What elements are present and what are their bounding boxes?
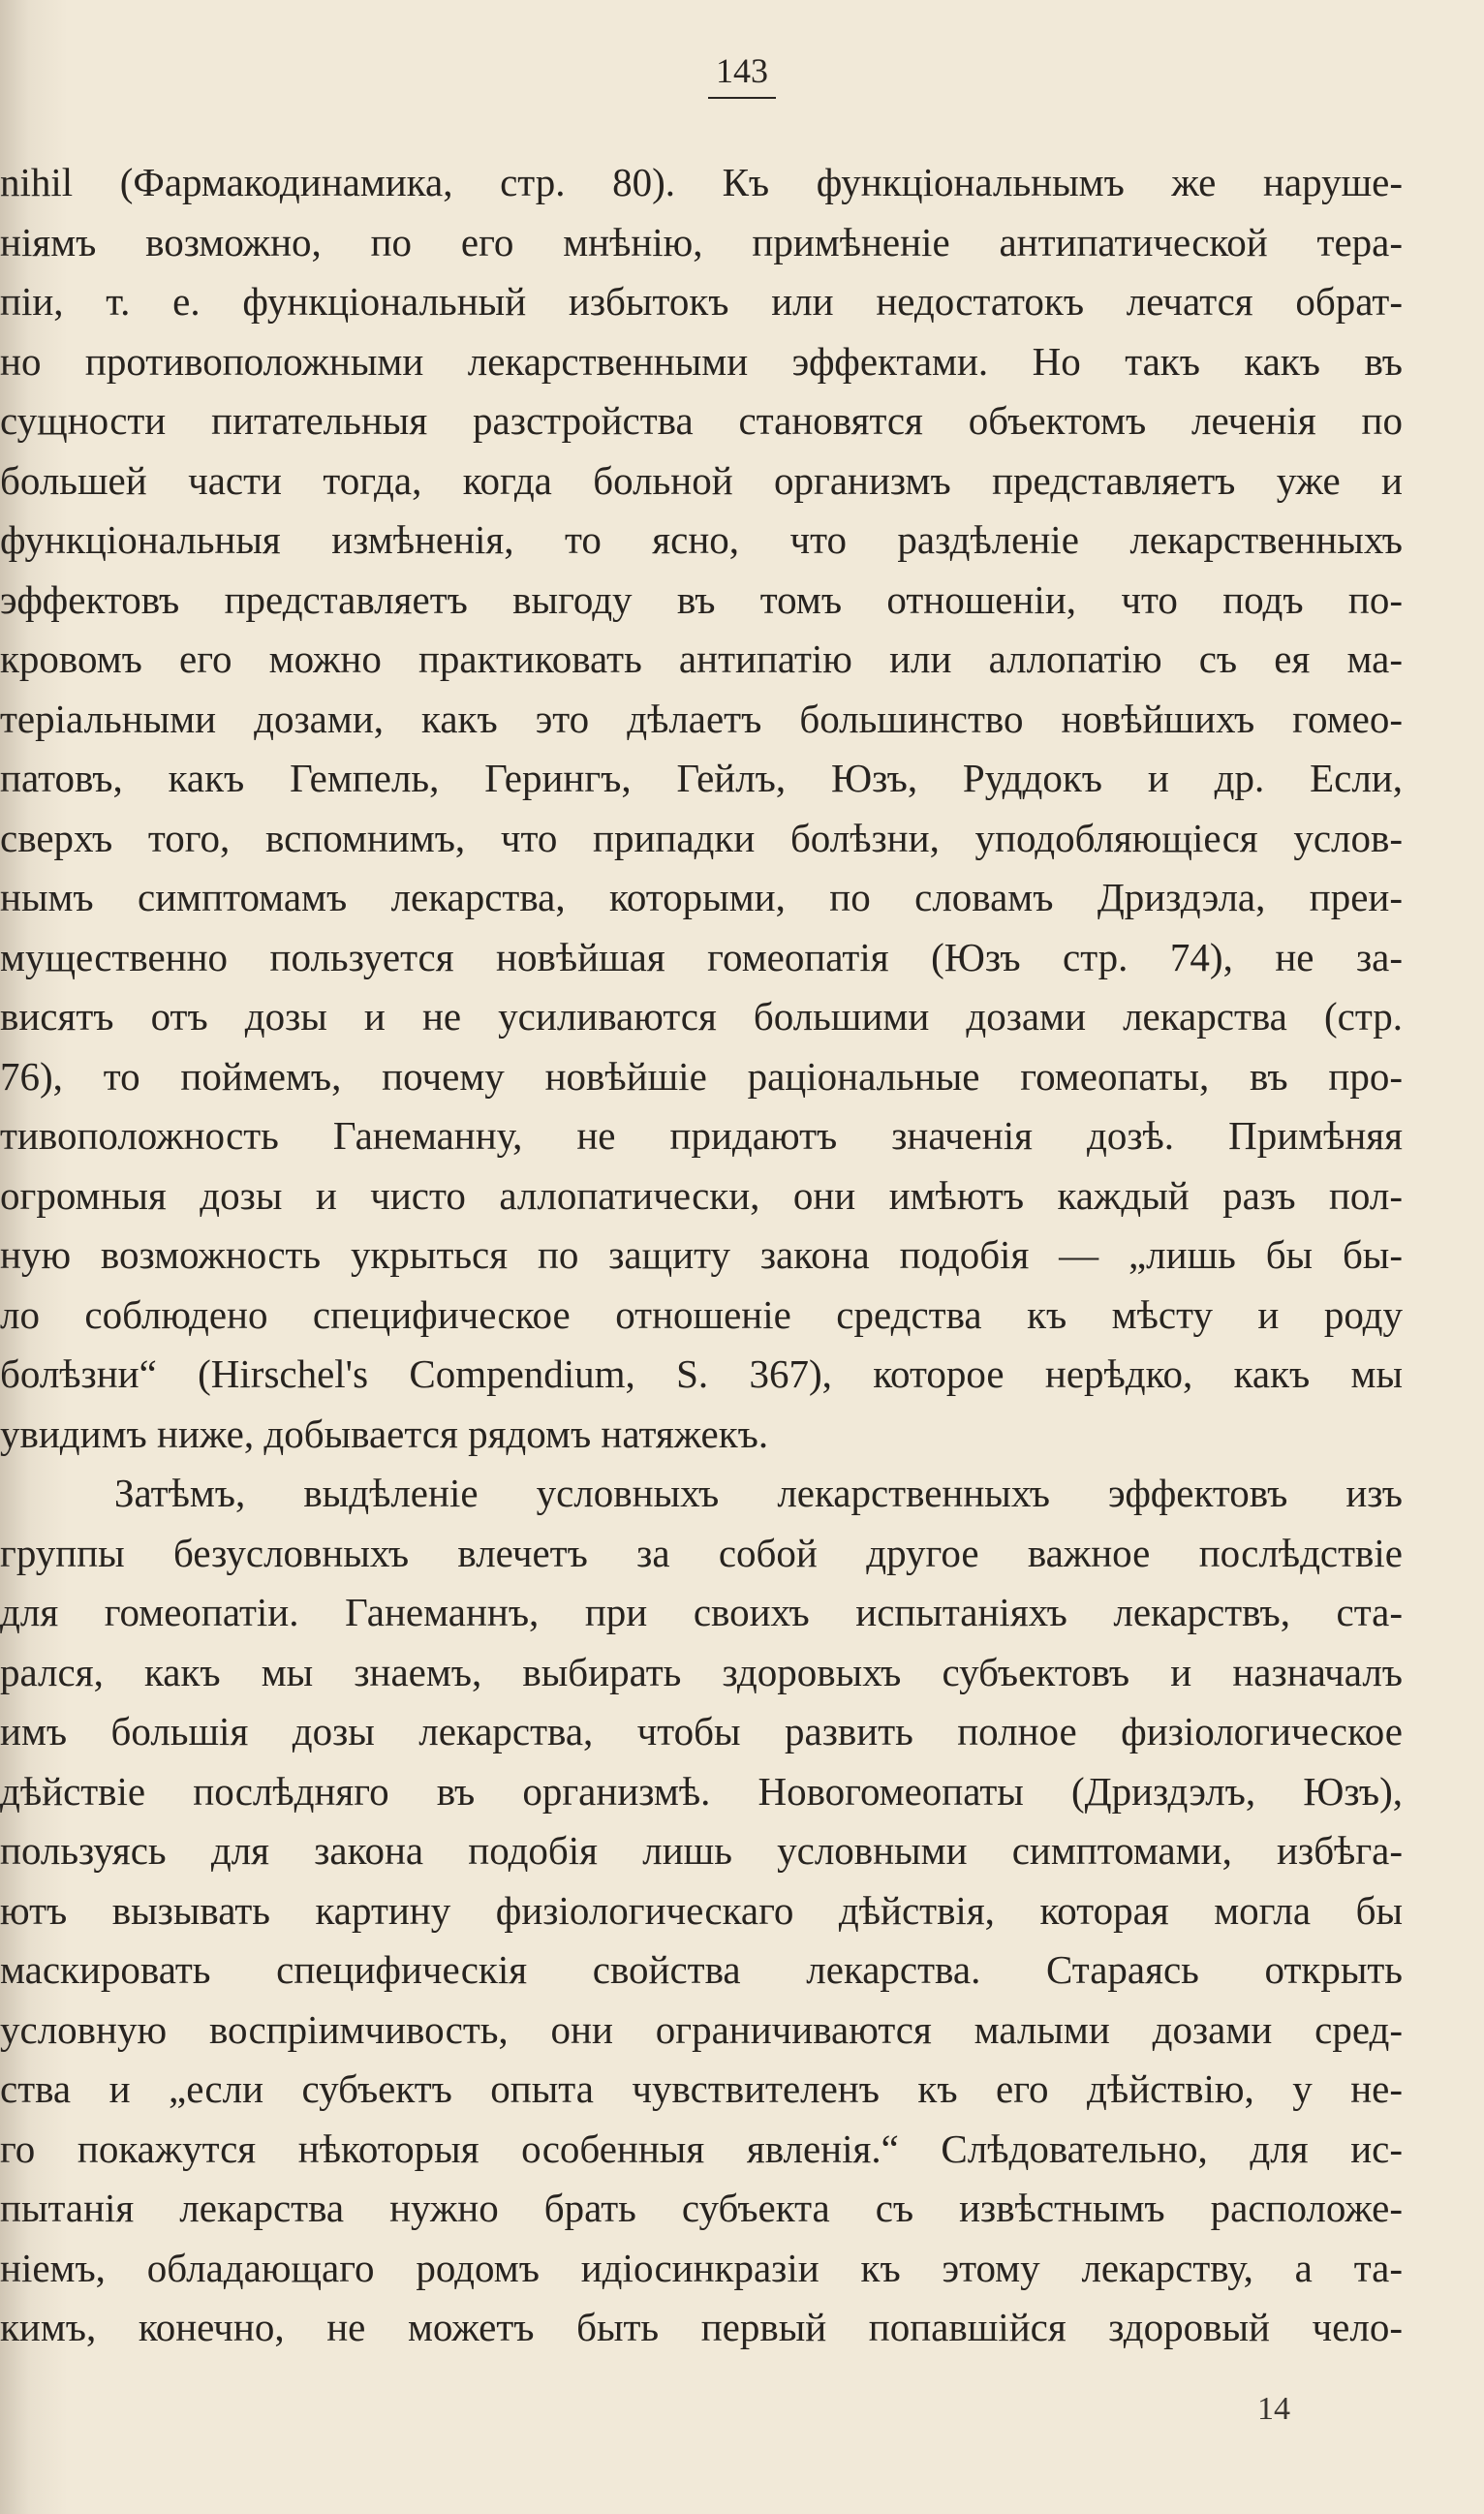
text-line: сущности питательныя разстройства становятся объектомъ леченія по — [0, 398, 1403, 443]
text-line: кровомъ его можно практиковать антипатію или аллопатію съ ея ма- — [0, 636, 1403, 681]
text-line: нымъ симптомамъ лекарства, которыми, по словамъ Дриздэла, преи- — [0, 875, 1403, 919]
text-line: но противоположными лекарственными эффектами. Но такъ какъ въ — [0, 338, 1403, 384]
text-line: пользуясь для закона подобія лишь условными симптомами, избѣга- — [0, 1828, 1403, 1873]
text-line: условную воспріимчивость, они ограничиваются малыми дозами сред- — [0, 2006, 1403, 2052]
text-line: огромныя дозы и чисто аллопатически, они имѣютъ каждый разъ пол- — [0, 1172, 1403, 1218]
page-number: 143 — [0, 50, 1484, 99]
text-line: ства и „если субъектъ опыта чувствителенъ къ его дѣйствію, у не- — [0, 2066, 1403, 2111]
text-line: висятъ отъ дозы и не усиливаются большими дозами лекарства (стр. — [0, 994, 1403, 1039]
text-line: ютъ вызывать картину физіологическаго дѣйствія, которая могла бы — [0, 1887, 1403, 1933]
text-line: эффектовъ представляетъ выгоду въ томъ отношеніи, что подъ по- — [0, 576, 1403, 622]
text-line: болѣзни“ (Hirschel's Compendium, S. 367), которое нерѣдко, какъ мы — [0, 1351, 1403, 1396]
text-line: группы безусловныхъ влечетъ за собой другое важное послѣдствіе — [0, 1530, 1403, 1575]
text-line: маскировать специфическія свойства лекарства. Стараясь открыть — [0, 1947, 1403, 1992]
text-line: го покажутся нѣкоторыя особенныя явленія.“ Слѣдовательно, для ис- — [0, 2126, 1403, 2171]
signature-mark: 14 — [1257, 2391, 1290, 2427]
text-line: тивоположность Ганеманну, не придаютъ значенія дозѣ. Примѣняя — [0, 1113, 1403, 1158]
text-line: 76), то поймемъ, почему новѣйшіе раціональные гомеопаты, въ про- — [0, 1053, 1403, 1099]
text-line: ніемъ, обладающаго родомъ идіосинкразіи къ этому лекарству, а та- — [0, 2245, 1403, 2290]
text-line: кимъ, конечно, не можетъ быть первый попавшійся здоровый чело- — [0, 2305, 1403, 2349]
text-line: Затѣмъ, выдѣленіе условныхъ лекарственныхъ эффектовъ изъ — [114, 1471, 1403, 1515]
text-line: сверхъ того, вспомнимъ, что припадки болѣзни, уподобляющіеся услов- — [0, 815, 1403, 860]
text-line: nihil (Фармакодинамика, стр. 80). Къ функціональнымъ же наруше- — [0, 160, 1403, 204]
text-line: рался, какъ мы знаемъ, выбирать здоровыхъ субъектовъ и назначалъ — [0, 1649, 1403, 1694]
text-line: ло соблюдено специфическое отношеніе средства къ мѣсту и роду — [0, 1291, 1403, 1337]
text-line: дѣйствіе послѣдняго въ организмѣ. Новогомеопаты (Дриздэлъ, Юзъ), — [0, 1768, 1403, 1814]
text-line: для гомеопатіи. Ганеманнъ, при своихъ испытаніяхъ лекарствъ, ста- — [0, 1590, 1403, 1634]
text-line: большей части тогда, когда больной организмъ представляетъ уже и — [0, 457, 1403, 503]
text-line: патовъ, какъ Гемпель, Герингъ, Гейлъ, Юзъ, Руддокъ и др. Если, — [0, 756, 1403, 800]
text-body — [0, 153, 1403, 2358]
text-line: увидимъ ниже, добывается рядомъ натяжекъ. — [0, 1411, 769, 1456]
text-line: піи, т. е. функціональный избытокъ или недостатокъ лечатся обрат- — [0, 279, 1403, 324]
text-line: мущественно пользуется новѣйшая гомеопатія (Юзъ стр. 74), не за- — [0, 934, 1403, 979]
text-line: пытанія лекарства нужно брать субъекта съ извѣстнымъ расположе- — [0, 2186, 1403, 2230]
text-line: имъ большія дозы лекарства, чтобы развить полное физіологическое — [0, 1709, 1403, 1754]
text-line: теріальными дозами, какъ это дѣлаетъ большинство новѣйшихъ гомео- — [0, 696, 1403, 741]
text-line: ніямъ возможно, по его мнѣнію, примѣненіе антипатической тера- — [0, 219, 1403, 264]
text-line: функціональныя измѣненія, то ясно, что раздѣленіе лекарственныхъ — [0, 517, 1403, 562]
text-line: ную возможность укрыться по защиту закона подобія — „лишь бы бы- — [0, 1232, 1403, 1277]
